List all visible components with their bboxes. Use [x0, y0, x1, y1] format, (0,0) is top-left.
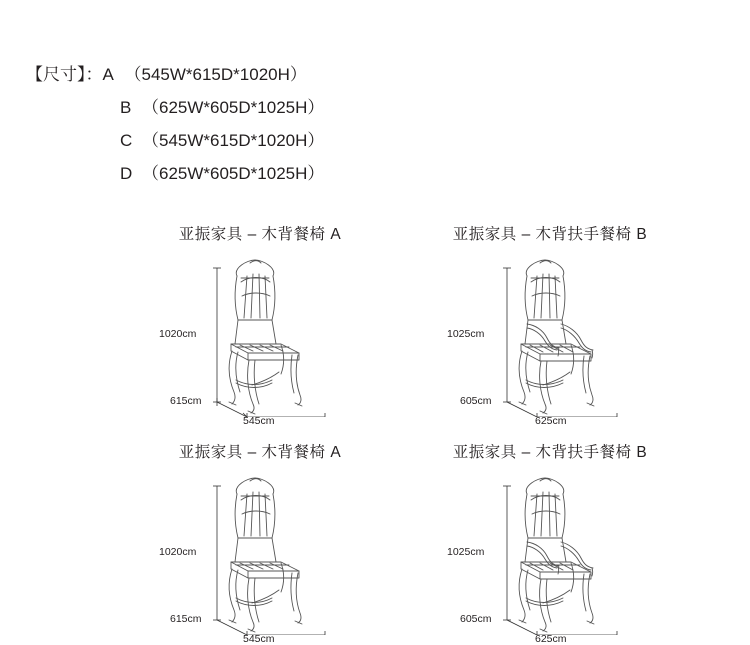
product-drawing [385, 470, 715, 645]
product-title: 亚振家具 – 木背扶手餐椅 B [452, 226, 648, 243]
height-dimension-label: 1020cm [159, 328, 197, 340]
spec-key: A [102, 65, 114, 84]
spec-value: （545W*615D*1020H） [142, 131, 325, 150]
depth-dimension-label: 615cm [170, 395, 202, 407]
width-dimension-label: 545cm [243, 415, 275, 427]
width-dimension-label: 625cm [535, 633, 567, 645]
product-cell [385, 222, 715, 427]
spec-value: （625W*605D*1025H） [142, 98, 325, 117]
product-title: 亚振家具 – 木背餐椅 A [178, 444, 342, 461]
spec-list-label: 【尺寸】： [26, 65, 103, 84]
product-cell [95, 222, 425, 427]
spec-key: D [120, 164, 133, 183]
width-dimension-label: 545cm [243, 633, 275, 645]
product-drawing [95, 470, 425, 645]
dimension-lines [95, 470, 425, 635]
depth-dimension-label: 605cm [460, 395, 492, 407]
depth-dimension-label: 605cm [460, 613, 492, 625]
dimension-lines [95, 252, 425, 417]
product-drawing [385, 252, 715, 427]
spec-row [26, 58, 324, 91]
spec-key: B [120, 98, 132, 117]
depth-dimension-label: 615cm [170, 613, 202, 625]
height-dimension-label: 1025cm [447, 328, 485, 340]
product-title: 亚振家具 – 木背扶手餐椅 B [452, 444, 648, 461]
dimension-lines [385, 470, 715, 635]
spec-value: （545W*615D*1020H） [124, 65, 307, 84]
width-dimension-label: 625cm [535, 415, 567, 427]
spec-row [26, 124, 324, 157]
product-cell [95, 440, 425, 645]
dimension-lines [385, 252, 715, 417]
spec-row [26, 91, 324, 124]
spec-value: （625W*605D*1025H） [142, 164, 325, 183]
spec-row [26, 157, 324, 190]
product-drawing [95, 252, 425, 427]
product-cell [385, 440, 715, 645]
height-dimension-label: 1025cm [447, 546, 485, 558]
height-dimension-label: 1020cm [159, 546, 197, 558]
product-title: 亚振家具 – 木背餐椅 A [178, 226, 342, 243]
spec-key: C [120, 131, 133, 150]
dimension-spec-list [26, 58, 324, 190]
